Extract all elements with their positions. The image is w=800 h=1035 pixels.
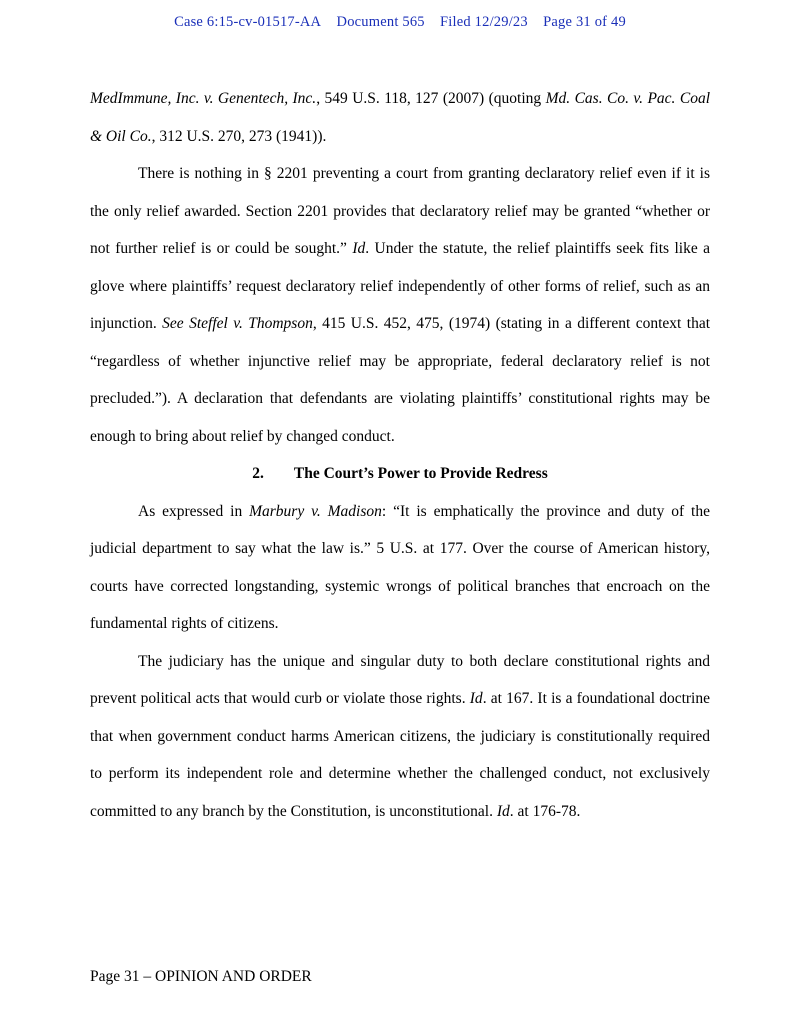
header-gap-3	[528, 14, 543, 30]
p2-italic-id-1: Id	[352, 240, 366, 257]
document-body	[90, 80, 710, 830]
header-gap-1	[321, 14, 336, 30]
p4-italic-id-1: Id	[469, 690, 483, 707]
header-gap-2	[425, 14, 440, 30]
p4-text-3: . at 176-78.	[509, 802, 581, 820]
page-footer: Page 31 – OPINION AND ORDER	[90, 968, 312, 985]
p3-text-1: As expressed in	[138, 502, 250, 520]
case-citation-md-cas-co: Md. Cas. Co. v. Pac. Coal & Oil Co.	[90, 90, 710, 145]
p4-text-1: The judiciary has the unique and singular duty to both declare constitutional rights and prevent political acts that would curb or violate those rights.	[90, 652, 710, 707]
section-heading-number: 2.	[252, 465, 264, 482]
p4-italic-id-2: Id	[496, 802, 510, 820]
paragraph-citation	[90, 80, 710, 155]
header-page-number: Page 31 of 49	[543, 14, 626, 30]
section-heading-title: The Court’s Power to Provide Redress	[293, 465, 548, 482]
citation-text-1: , 549 U.S. 118, 127 (2007) (quoting	[316, 90, 546, 107]
p2-italic-steffel: See Steffel v. Thompson	[162, 315, 313, 332]
p2-text-1: There is nothing in § 2201 preventing a court from granting declaratory relief even if it is the only relief awarded. Section 2201 provides that declaratory relief may be granted “whether or not further relief is or could be sought.”	[90, 165, 710, 257]
paragraph-judiciary-duty	[90, 643, 710, 831]
p3-text-2: : “It is emphatically the province and duty of the judicial department to say what the law is.” 5 U.S. at 177. Over the course of American history, courts have corrected longstanding, systemic wrongs of political branches that encroach on the fundamental rights of citizens.	[90, 502, 710, 632]
section-heading	[90, 455, 710, 493]
p3-italic-marbury: Marbury v. Madison	[249, 502, 382, 520]
p2-text-2: . Under the statute, the relief plaintiffs seek fits like a glove where plaintiffs’ request declaratory relief independently of other forms of relief, such as an injunction.	[90, 240, 710, 332]
header-case-number: Case 6:15-cv-01517-AA	[174, 14, 322, 30]
citation-text-2: , 312 U.S. 270, 273 (1941)).	[151, 127, 327, 145]
case-citation-medimmune: MedImmune, Inc. v. Genentech, Inc.	[90, 90, 317, 107]
header-document-number: Document 565	[336, 14, 425, 30]
paragraph-declaratory-relief	[90, 155, 710, 455]
court-filing-header	[0, 14, 800, 31]
p4-text-2: . at 167. It is a foundational doctrine that when government conduct harms American citizens, the judiciary is constitutionally required to perform its independent role and determine whether the challenged conduct, not exclusively committed to any branch by the Constitution, is unconstitutional.	[90, 690, 710, 820]
header-filed-date: Filed 12/29/23	[440, 14, 528, 30]
paragraph-marbury	[90, 493, 710, 643]
p2-text-3: , 415 U.S. 452, 475, (1974) (stating in a different context that “regardless of whether injunctive relief may be appropriate, federal declaratory relief is not precluded.”). A declaration that defendants are violating plaintiffs’ constitutional rights may be enough to bring about relief by changed conduct.	[90, 315, 711, 445]
